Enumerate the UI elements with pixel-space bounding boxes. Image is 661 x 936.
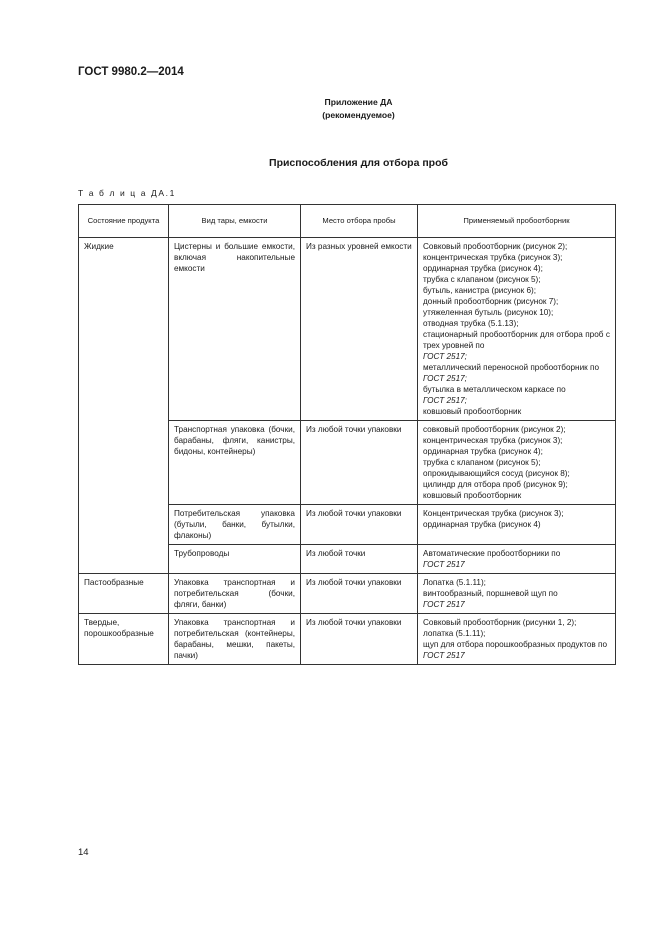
standard-reference: ГОСТ 2517;	[423, 352, 467, 361]
sampler-line: Лопатка (5.1.11);	[423, 578, 486, 587]
sampler-line: Автоматические пробоотборники по	[423, 549, 561, 558]
sampler-line: винтообразный, поршневой щуп по	[423, 589, 558, 598]
sampler-line: Совковый пробоотборник (рисунки 1, 2);	[423, 618, 577, 627]
container-cell: Потребительская упаковка (бутыли, банки, бутылки, флаконы)	[169, 505, 301, 545]
sampler-cell	[418, 574, 616, 614]
sampler-line: бутылка в металлическом каркасе по	[423, 385, 566, 394]
container-cell: Трубопроводы	[169, 545, 301, 574]
standard-reference: ГОСТ 2517;	[423, 396, 467, 405]
sampling-place-cell: Из любой точки упаковки	[301, 505, 418, 545]
container-cell: Упаковка транспортная и потребительская (контейнеры, барабаны, мешки, пакеты, пачки)	[169, 614, 301, 665]
sampler-line: ординарная трубка (рисунок 4)	[423, 520, 541, 529]
standard-reference: ГОСТ 2517	[423, 600, 465, 609]
sampler-line: Концентрическая трубка (рисунок 3);	[423, 509, 564, 518]
sampler-line: металлический переносной пробоотборник по	[423, 363, 599, 372]
sampler-line: трубка с клапаном (рисунок 5);	[423, 275, 541, 284]
standard-id: ГОСТ 9980.2—2014	[78, 66, 184, 78]
product-state-cell: Жидкие	[79, 238, 169, 574]
table-row	[79, 614, 616, 665]
header-container-type: Вид тары, емкости	[169, 205, 301, 238]
sampler-line: отводная трубка (5.1.13);	[423, 319, 519, 328]
sampler-line: Совковый пробоотборник (рисунок 2);	[423, 242, 568, 251]
container-cell: Цистерны и большие емкости, включая накопительные емкости	[169, 238, 301, 421]
sampler-line: трубка с клапаном (рисунок 5);	[423, 458, 541, 467]
sampler-line: совковый пробоотборник (рисунок 2);	[423, 425, 566, 434]
sampling-place-cell: Из любой точки	[301, 545, 418, 574]
product-state-cell: Пастообразные	[79, 574, 169, 614]
sampler-line: донный пробоотборник (рисунок 7);	[423, 297, 559, 306]
sampling-devices-table	[78, 204, 616, 665]
container-cell: Транспортная упаковка (бочки, барабаны, фляги, канистры, бидоны, контейнеры)	[169, 421, 301, 505]
sampler-cell	[418, 421, 616, 505]
sampler-cell	[418, 238, 616, 421]
sampler-cell	[418, 505, 616, 545]
sampler-line: ковшовый пробоотборник	[423, 407, 522, 416]
annex-title: Приложение ДА	[324, 97, 393, 107]
container-cell: Упаковка транспортная и потребительская (бочки, фляги, банки)	[169, 574, 301, 614]
sampler-line: опрокидывающийся сосуд (рисунок 8);	[423, 469, 570, 478]
annex-heading	[28, 96, 661, 122]
standard-reference: ГОСТ 2517	[423, 560, 465, 569]
table-row	[79, 238, 616, 421]
table-label: Т а б л и ц а ДА.1	[78, 188, 176, 198]
sampling-place-cell: Из любой точки упаковки	[301, 574, 418, 614]
sampler-line: ковшовый пробоотборник	[423, 491, 522, 500]
sampler-line: ординарная трубка (рисунок 4);	[423, 264, 543, 273]
sampler-line: концентрическая трубка (рисунок 3);	[423, 253, 563, 262]
sampler-line: бутыль, канистра (рисунок 6);	[423, 286, 536, 295]
sampling-place-cell: Из разных уровней емкости	[301, 238, 418, 421]
sampling-place-cell: Из любой точки упаковки	[301, 614, 418, 665]
sampler-line: утяжеленная бутыль (рисунок 10);	[423, 308, 554, 317]
header-sampling-place: Место отбора пробы	[301, 205, 418, 238]
sampler-line: концентрическая трубка (рисунок 3);	[423, 436, 563, 445]
product-state-cell: Твердые, порошкообразные	[79, 614, 169, 665]
sampler-line: ординарная трубка (рисунок 4);	[423, 447, 543, 456]
sampler-line: лопатка (5.1.11);	[423, 629, 486, 638]
table-row	[79, 574, 616, 614]
header-sampler: Применяемый пробоотборник	[418, 205, 616, 238]
document-title: Приспособления для отбора проб	[269, 157, 448, 169]
sampler-cell	[418, 545, 616, 574]
annex-status: (рекомендуемое)	[322, 110, 395, 120]
sampling-place-cell: Из любой точки упаковки	[301, 421, 418, 505]
sampler-line: цилиндр для отбора проб (рисунок 9);	[423, 480, 568, 489]
sampler-cell	[418, 614, 616, 665]
sampler-line: стационарный пробоотборник для отбора проб с трех уровней по	[423, 330, 610, 350]
table-header-row	[79, 205, 616, 238]
page-number: 14	[78, 847, 89, 858]
sampler-line: щуп для отбора порошкообразных продуктов по	[423, 640, 608, 649]
standard-reference: ГОСТ 2517	[423, 651, 465, 660]
standard-reference: ГОСТ 2517;	[423, 374, 467, 383]
header-product-state: Состояние продукта	[79, 205, 169, 238]
